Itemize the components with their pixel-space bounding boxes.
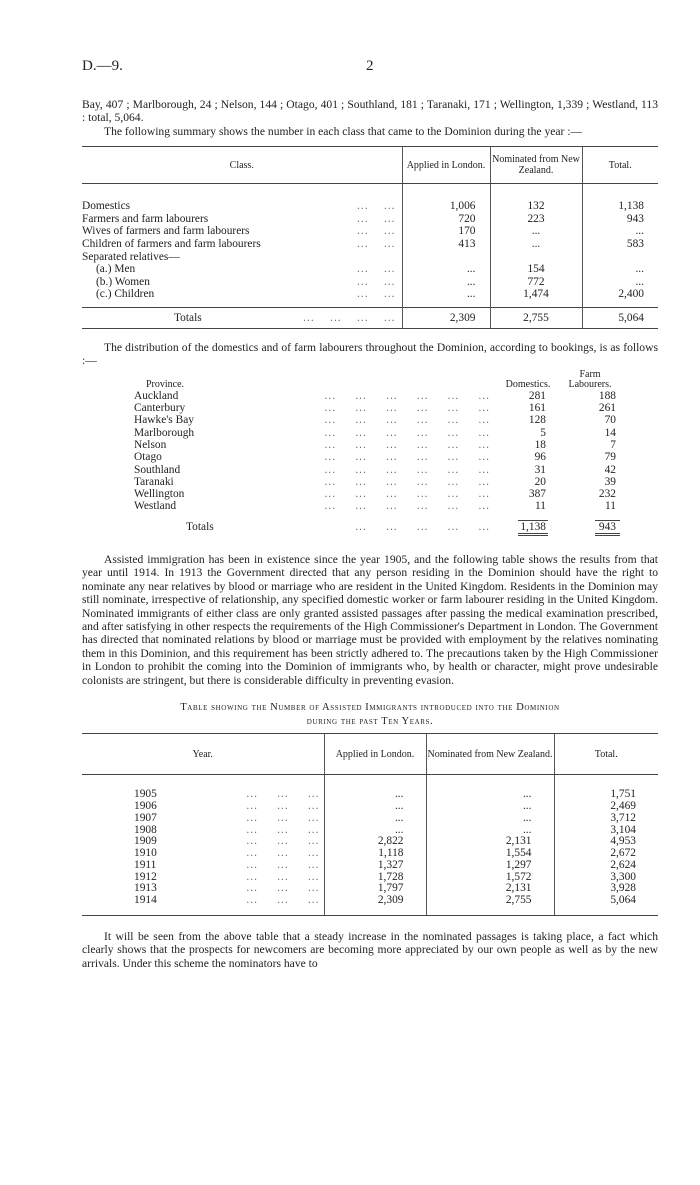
- class-row: Children of farmers and farm labourers ... ... 413 ... 583: [82, 238, 658, 251]
- class-london: 1,006: [402, 200, 490, 213]
- intro-text: Bay, 407 ; Marlborough, 24 ; Nelson, 144 ; Otago, 401 ; Southland, 181 ; Taranaki, 171 ; Wellington, 1,339 ; Westland, 113 : total, 5,064.: [82, 98, 658, 125]
- class-total: 2,400: [582, 288, 658, 301]
- year-total: 1,751: [554, 789, 658, 801]
- class-label: Separated relatives—: [82, 250, 180, 263]
- class-label: Farmers and farm labourers: [82, 212, 209, 225]
- province-table: [82, 370, 658, 533]
- province-name: Marlborough: [134, 426, 195, 439]
- province-domestics: 96: [534, 451, 546, 464]
- header-domestics: Domestics.: [505, 378, 551, 390]
- class-row: (b.) Women ... ... ... 772 ...: [82, 276, 658, 289]
- province-name: Nelson: [134, 438, 167, 451]
- year-london: 2,822: [324, 836, 426, 848]
- year-row: 1913 ... ... ... 1,797 2,131 3,928: [82, 883, 658, 895]
- years-table-caption: Table showing the Number of Assisted Immigrants introduced into the Dominion during the past Ten Years.: [180, 702, 560, 728]
- year-total: 3,712: [554, 813, 658, 825]
- class-london: ...: [402, 288, 490, 301]
- distribution-lead: The distribution of the domestics and of farm labourers throughout the Dominion, according to bookings, is as follows :—: [82, 340, 658, 368]
- class-totals-row: Totals ... ... ... ... 2,309 2,755 5,064: [82, 307, 658, 328]
- class-label: (a.) Men: [96, 263, 136, 276]
- province-domestics: 161: [528, 402, 546, 415]
- year-total: 2,624: [554, 860, 658, 872]
- province-name: Canterbury: [134, 402, 186, 415]
- header-total: Total.: [582, 147, 658, 184]
- province-farm: 7: [610, 438, 616, 451]
- year-total: 2,672: [554, 848, 658, 860]
- province-farm: 11: [605, 500, 616, 513]
- year-value: 1907: [134, 811, 157, 824]
- closing-paragraph: It will be seen from the above table that a steady increase in the nominated passages is taking place, a fact which clearly shows that the prospects for newcomers are becoming more appreciated by our own people as well as by the new arrivals. Under this scheme the nominators have to: [82, 930, 658, 970]
- year-value: 1914: [134, 894, 157, 907]
- year-nz: ...: [426, 801, 554, 813]
- year-london: 2,309: [324, 895, 426, 907]
- year-row: 1906 ... ... ... ... ... 2,469: [82, 801, 658, 813]
- years-table: [82, 733, 658, 916]
- province-farm: 39: [604, 475, 616, 488]
- year-total: 3,104: [554, 825, 658, 837]
- province-farm: 232: [598, 488, 616, 501]
- year-nz: ...: [426, 813, 554, 825]
- class-london: 170: [402, 225, 490, 238]
- immigration-paragraph: Assisted immigration has been in existence since the year 1905, and the following table shows the results from that year until 1914. In 1913 the Government directed that any person residing in the Dominion should have the right to nominate any near relatives by blood or marriage who are resident in the United Kingdom. Residents in the Dominion may still nominate, irrespective of relationship, any specified domestic worker or farm labourer residing in the United Kingdom. Nominated immigrants of either class are only granted assisted passages after passing the medical examination prescribed, and after satisfying in other respects the requirements of the High Commissioner's Department in London. The Government has directed that nominated relations by blood or marriage must be provided with employment by the relatives nominating them in this Dominion, and this requirement has been strictly adhered to. The precautions taken by the High Commissioner in London to prohibit the coming into the Dominion of immigrants who, by health or character, might prove undesirable colonists are stringent, but there is considerable difficulty in preventing evasion.: [82, 553, 658, 687]
- province-row: Wellington ... ... ... ... ... ... 387 232: [82, 488, 658, 500]
- header-years-london: Applied in London.: [324, 734, 426, 775]
- header-years-total: Total.: [554, 734, 658, 775]
- province-name: Taranaki: [134, 475, 174, 488]
- class-london: [402, 251, 490, 264]
- year-london: ...: [324, 801, 426, 813]
- year-row: 1910 ... ... ... 1,118 1,554 2,672: [82, 848, 658, 860]
- class-row: (a.) Men ... ... ... 154 ...: [82, 263, 658, 276]
- class-nz: 132: [490, 200, 582, 213]
- province-row: Westland ... ... ... ... ... ... 11 11: [82, 500, 658, 512]
- summary-lead: The following summary shows the number in each class that came to the Dominion during the year :—: [104, 124, 583, 138]
- header-years-nz: Nominated from New Zealand.: [426, 734, 554, 775]
- province-totals-row: Totals ... ... ... ... ... 1,138 943: [82, 521, 658, 533]
- province-farm: 79: [604, 451, 616, 464]
- province-farm: 261: [598, 402, 616, 415]
- province-farm: 188: [598, 389, 616, 402]
- province-row: Southland ... ... ... ... ... ... 31 42: [82, 464, 658, 476]
- province-row: Canterbury ... ... ... ... ... ... 161 261: [82, 402, 658, 414]
- header-farm-labourers: Farm Labourers.: [568, 368, 612, 390]
- class-london: ...: [402, 276, 490, 289]
- province-domestics: 387: [528, 488, 546, 501]
- year-value: 1908: [134, 823, 157, 836]
- class-label: (b.) Women: [96, 275, 150, 288]
- class-total: 1,138: [582, 200, 658, 213]
- year-row: 1908 ... ... ... ... ... 3,104: [82, 825, 658, 837]
- year-value: 1912: [134, 870, 157, 883]
- year-nz: 1,297: [426, 860, 554, 872]
- year-value: 1906: [134, 799, 157, 812]
- year-row: 1905 ... ... ... ... ... 1,751: [82, 789, 658, 801]
- year-london: 1,118: [324, 848, 426, 860]
- class-nz: ...: [490, 238, 582, 251]
- year-nz: 1,554: [426, 848, 554, 860]
- header-year: Year.: [82, 734, 324, 775]
- province-domestics: 18: [534, 438, 546, 451]
- class-row: Domestics ... ... 1,006 132 1,138: [82, 200, 658, 213]
- header-province: Province.: [146, 378, 185, 390]
- class-label: (c.) Children: [96, 288, 155, 301]
- year-total: 3,928: [554, 883, 658, 895]
- year-total: 5,064: [554, 895, 658, 907]
- class-row: (c.) Children ... ... ... 1,474 2,400: [82, 288, 658, 301]
- class-total: ...: [582, 276, 658, 289]
- class-nz: [490, 251, 582, 264]
- year-row: 1907 ... ... ... ... ... 3,712: [82, 813, 658, 825]
- year-london: ...: [324, 789, 426, 801]
- class-total: [582, 251, 658, 264]
- province-name: Wellington: [134, 488, 185, 501]
- class-total: 583: [582, 238, 658, 251]
- province-row: Hawke's Bay ... ... ... ... ... ... 128 70: [82, 414, 658, 426]
- class-total: ...: [582, 263, 658, 276]
- province-domestics: 128: [528, 414, 546, 427]
- header-nominated-nz: Nominated from New Zealand.: [490, 147, 582, 184]
- class-row: Farmers and farm labourers ... ... 720 223 943: [82, 213, 658, 226]
- province-name: Auckland: [134, 389, 179, 402]
- year-row: 1912 ... ... ... 1,728 1,572 3,300: [82, 872, 658, 884]
- province-farm: 14: [604, 426, 616, 439]
- province-row: Taranaki ... ... ... ... ... ... 20 39: [82, 476, 658, 488]
- class-summary-table: [82, 146, 658, 329]
- year-value: 1913: [134, 882, 157, 895]
- document-reference: D.—9.: [82, 58, 123, 74]
- province-row: Marlborough ... ... ... ... ... ... 5 14: [82, 427, 658, 439]
- class-nz: 1,474: [490, 288, 582, 301]
- province-domestics: 5: [540, 426, 546, 439]
- year-value: 1909: [134, 835, 157, 848]
- class-london: ...: [402, 263, 490, 276]
- year-nz: 2,131: [426, 836, 554, 848]
- province-row: Nelson ... ... ... ... ... ... 18 7: [82, 439, 658, 451]
- province-name: Westland: [134, 500, 177, 513]
- province-name: Southland: [134, 463, 181, 476]
- year-nz: 2,131: [426, 883, 554, 895]
- province-domestics: 20: [534, 475, 546, 488]
- page-header: [82, 60, 658, 82]
- year-london: ...: [324, 813, 426, 825]
- class-nz: 772: [490, 276, 582, 289]
- class-row: [82, 251, 658, 264]
- class-nz: ...: [490, 225, 582, 238]
- year-nz: 1,572: [426, 872, 554, 884]
- year-london: 1,327: [324, 860, 426, 872]
- year-nz: ...: [426, 789, 554, 801]
- year-value: 1911: [134, 858, 157, 871]
- year-value: 1910: [134, 847, 157, 860]
- class-label: Domestics: [82, 200, 131, 213]
- province-domestics: 31: [534, 463, 546, 476]
- class-label: Wives of farmers and farm labourers: [82, 225, 250, 238]
- year-london: ...: [324, 825, 426, 837]
- class-label: Children of farmers and farm labourers: [82, 238, 261, 250]
- class-total: 943: [582, 213, 658, 226]
- year-total: 2,469: [554, 801, 658, 813]
- province-domestics: 11: [535, 500, 546, 513]
- year-total: 4,953: [554, 836, 658, 848]
- page-number: 2: [366, 58, 374, 74]
- year-row: 1911 ... ... ... 1,327 1,297 2,624: [82, 860, 658, 872]
- province-domestics: 281: [528, 389, 546, 402]
- year-value: 1905: [134, 788, 157, 801]
- province-farm: 42: [604, 463, 616, 476]
- province-name: Hawke's Bay: [134, 414, 194, 427]
- province-row: Otago ... ... ... ... ... ... 96 79: [82, 451, 658, 463]
- class-london: 413: [402, 238, 490, 251]
- province-name: Otago: [134, 451, 162, 464]
- year-london: 1,797: [324, 883, 426, 895]
- year-row: 1909 ... ... ... 2,822 2,131 4,953: [82, 836, 658, 848]
- header-applied-london: Applied in London.: [402, 147, 490, 184]
- class-nz: 223: [490, 213, 582, 226]
- class-total: ...: [582, 225, 658, 238]
- province-row: Auckland ... ... ... ... ... ... 281 188: [82, 390, 658, 402]
- year-london: 1,728: [324, 872, 426, 884]
- class-row: Wives of farmers and farm labourers ... ... 170 ... ...: [82, 225, 658, 238]
- year-nz: ...: [426, 825, 554, 837]
- year-nz: 2,755: [426, 895, 554, 907]
- class-london: 720: [402, 213, 490, 226]
- year-total: 3,300: [554, 872, 658, 884]
- province-farm: 70: [604, 414, 616, 427]
- year-row: 1914 ... ... ... 2,309 2,755 5,064: [82, 895, 658, 907]
- class-nz: 154: [490, 263, 582, 276]
- header-class: Class.: [82, 147, 402, 184]
